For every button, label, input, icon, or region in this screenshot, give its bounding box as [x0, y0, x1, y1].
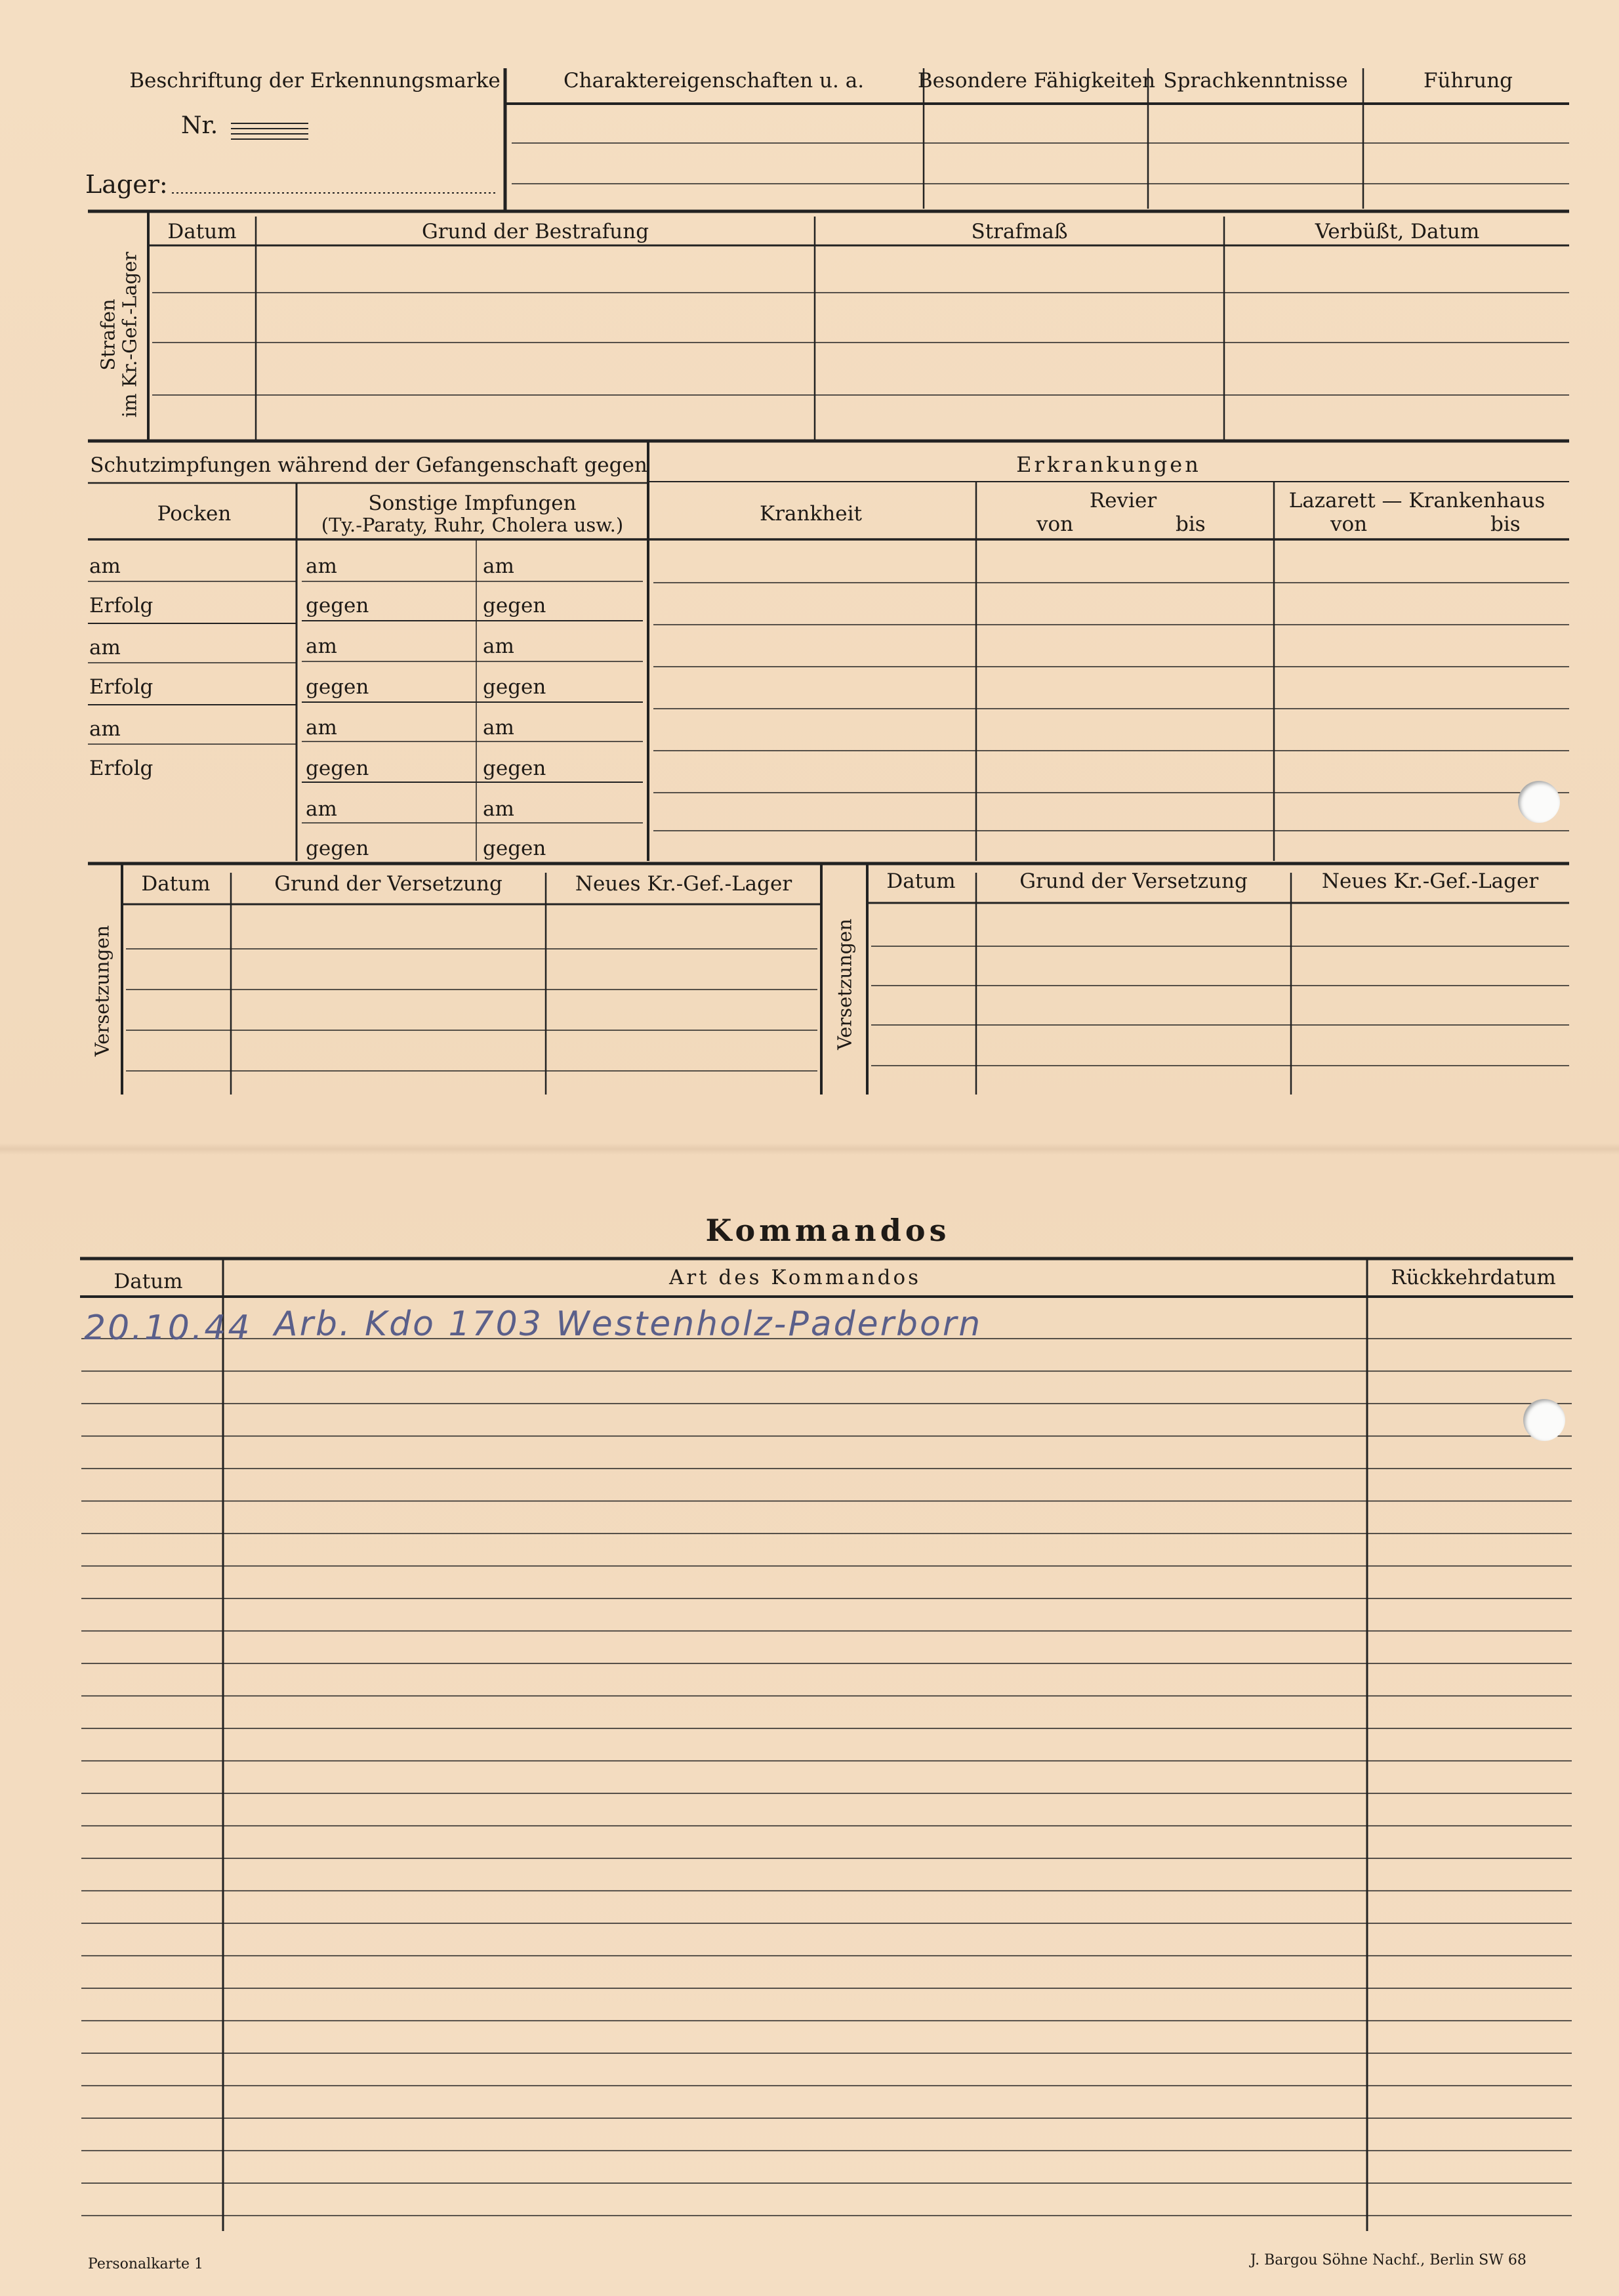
strafen-col-verbuesst: Verbüßt, Datum	[1315, 220, 1480, 243]
nr-label: Nr.	[181, 112, 218, 139]
revier-von: von	[1036, 512, 1074, 536]
impf-row-am: am	[483, 797, 514, 821]
vers-left-col-lager: Neues Kr.-Gef.-Lager	[575, 872, 792, 896]
footer-printer: J. Bargou Söhne Nachf., Berlin SW 68	[1250, 2252, 1527, 2268]
col-besondere-faehigkeiten: Besondere Fähigkeiten	[917, 69, 1156, 93]
col-sprachkenntnisse: Sprachkenntnisse	[1163, 69, 1348, 93]
vers-left-col-grund: Grund der Versetzung	[274, 872, 502, 896]
impf-row-gegen: gegen	[483, 837, 546, 860]
erkennungsmarke-label: Beschriftung der Erkennungsmarke	[129, 69, 501, 93]
impf-row-gegen: gegen	[483, 594, 546, 617]
kommandos-col-art: Art des Kommandos	[668, 1266, 922, 1289]
impf-row-am: am	[483, 635, 514, 658]
col-fuehrung: Führung	[1423, 69, 1513, 93]
lazarett-bis: bis	[1490, 512, 1521, 536]
pocken-label: Pocken	[157, 502, 232, 526]
impf-row-gegen: gegen	[306, 594, 369, 617]
erkrankungen-title: Erkrankungen	[1016, 452, 1201, 477]
kommandos-col-rueckkehrdatum: Rückkehrdatum	[1391, 1266, 1556, 1289]
impf-row-am: am	[306, 554, 337, 578]
pocken-row-erfolg: Erfolg	[89, 757, 154, 780]
krankheit-label: Krankheit	[760, 502, 862, 526]
impf-row-am: am	[306, 797, 337, 821]
impf-row-am: am	[306, 716, 337, 740]
strafen-col-grund: Grund der Bestrafung	[421, 220, 649, 243]
vers-left-col-datum: Datum	[141, 872, 211, 896]
revier-label: Revier	[1089, 489, 1157, 512]
footer-form-id: Personalkarte 1	[88, 2256, 204, 2272]
versetzungen-side-label-right: Versetzungen	[833, 918, 856, 1051]
sonstige-impfungen-label: Sonstige Impfungen	[368, 491, 577, 515]
pocken-row-am: am	[89, 717, 121, 741]
strafen-side-label-line2: im Kr.-Gef.-Lager	[119, 251, 141, 418]
lager-label: Lager:	[85, 170, 168, 199]
vers-right-col-grund: Grund der Versetzung	[1019, 869, 1248, 893]
col-charaktereigenschaften: Charaktereigenschaften u. a.	[563, 69, 865, 93]
impf-row-gegen: gegen	[306, 757, 369, 780]
impf-row-am: am	[483, 716, 514, 740]
strafen-side-label	[98, 252, 142, 418]
impf-row-gegen: gegen	[483, 675, 546, 699]
strafen-col-strafmass: Strafmaß	[971, 220, 1068, 243]
kommandos-title: Kommandos	[705, 1213, 951, 1248]
pocken-row-erfolg: Erfolg	[89, 675, 154, 699]
lazarett-label: Lazarett — Krankenhaus	[1288, 489, 1546, 512]
impfungen-title: Schutzimpfungen während der Gefangenschaft gegen	[90, 453, 647, 477]
strafen-side-label-line1: Strafen	[96, 299, 119, 371]
pocken-row-am: am	[89, 554, 121, 578]
strafen-col-datum: Datum	[167, 220, 237, 243]
punch-hole-upper	[1518, 781, 1560, 823]
punch-hole-lower	[1523, 1399, 1565, 1441]
kommando-entry-art: Arb. Kdo 1703 Westenholz-Paderborn	[274, 1305, 983, 1344]
impf-row-gegen: gegen	[306, 837, 369, 860]
lazarett-von: von	[1330, 512, 1368, 536]
kommandos-col-datum: Datum	[113, 1270, 183, 1293]
vers-right-col-lager: Neues Kr.-Gef.-Lager	[1321, 869, 1539, 893]
pocken-row-erfolg: Erfolg	[89, 594, 154, 617]
versetzungen-side-label-left: Versetzungen	[91, 925, 113, 1057]
kommando-entry-datum: 20.10.44	[84, 1308, 252, 1348]
impf-row-gegen: gegen	[306, 675, 369, 699]
revier-bis: bis	[1176, 512, 1206, 536]
impf-row-am: am	[483, 554, 514, 578]
vers-right-col-datum: Datum	[886, 869, 956, 893]
impf-row-am: am	[306, 635, 337, 658]
sonstige-impfungen-sub: (Ty.-Paraty, Ruhr, Cholera usw.)	[321, 514, 624, 536]
impf-row-gegen: gegen	[483, 757, 546, 780]
pocken-row-am: am	[89, 636, 121, 659]
